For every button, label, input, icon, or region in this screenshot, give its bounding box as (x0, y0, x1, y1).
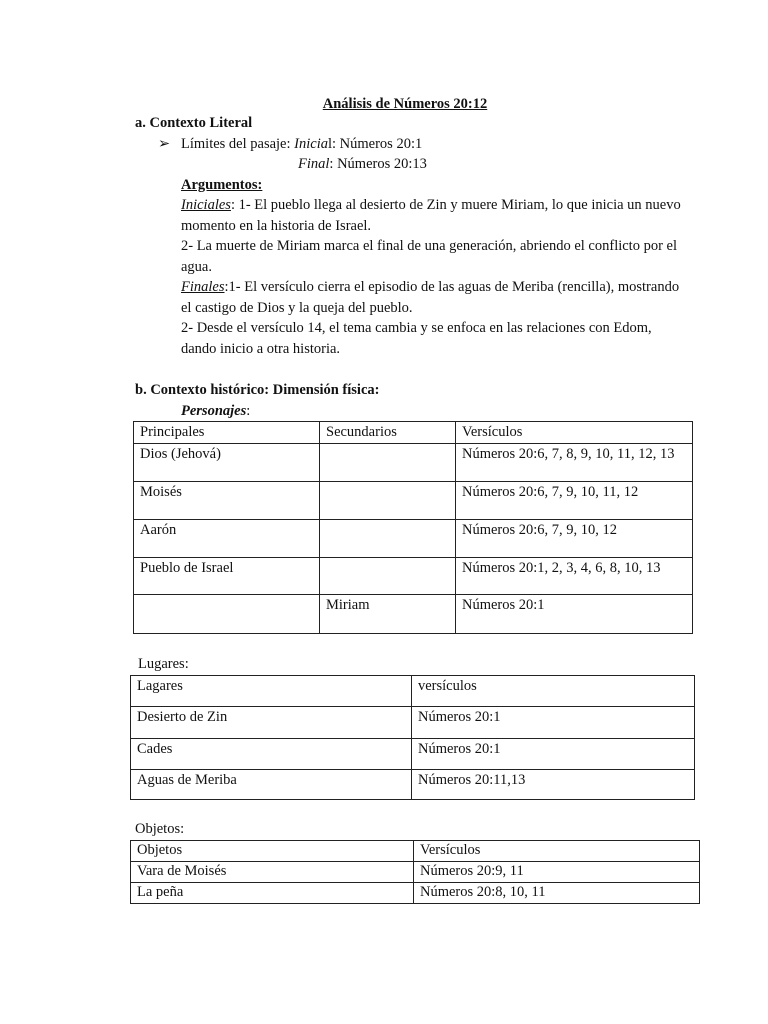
iniciales-paragraph-2: 2- La muerte de Miriam marca el final de una generación, abriendo el conflicto por el agua. (181, 238, 678, 275)
objetos-label: Objetos: (135, 821, 185, 837)
table-cell (320, 444, 456, 482)
iniciales-text-1: : 1- El pueblo llega al desierto de Zin y muere Miriam, lo que inicia un nuevo momento en la historia de Israel. (181, 197, 681, 234)
table-cell: Desierto de Zin (131, 707, 412, 739)
table-cell: Números 20:1 (456, 595, 693, 634)
inicial-label: Inicia (294, 136, 328, 152)
objetos-table (130, 840, 700, 904)
limits-label: Límites del pasaje: (181, 136, 295, 152)
final-label: Final (298, 156, 330, 172)
table-cell (134, 595, 320, 634)
finales-label: Finales (181, 279, 225, 295)
personajes-label: Personajes (181, 403, 247, 419)
table-header-cell: Principales (134, 422, 320, 444)
table-cell: Números 20:6, 7, 9, 10, 11, 12 (456, 482, 693, 520)
table-cell: Moisés (134, 482, 320, 520)
lugares-label: Lugares: (138, 656, 189, 672)
table-row (131, 862, 700, 883)
table-row (134, 520, 693, 558)
limits-line (181, 134, 422, 154)
table-row (134, 558, 693, 595)
table-row (134, 482, 693, 520)
table-header-cell: Versículos (456, 422, 693, 444)
table-cell: Aarón (134, 520, 320, 558)
table-header-cell: Versículos (414, 841, 700, 862)
table-cell (320, 482, 456, 520)
inicial-value: : Números 20:1 (332, 136, 423, 152)
lugares-table (130, 675, 695, 800)
table-cell: Aguas de Meriba (131, 770, 412, 800)
argumentos-heading: Argumentos: (181, 177, 263, 193)
table-row (134, 595, 693, 634)
table-cell: Dios (Jehová) (134, 444, 320, 482)
section-a-heading: a. Contexto Literal (135, 115, 253, 131)
table-header-cell: Objetos (131, 841, 414, 862)
table-header-cell: Secundarios (320, 422, 456, 444)
table-row (131, 883, 700, 904)
table-cell (320, 520, 456, 558)
bullet-arrow-icon: ➢ (158, 136, 171, 152)
final-line (298, 154, 427, 174)
table-cell (320, 558, 456, 595)
personajes-colon: : (246, 403, 251, 419)
table-cell: Números 20:11,13 (412, 770, 695, 800)
table-cell: Números 20:1 (412, 707, 695, 739)
table-header-cell: versículos (412, 676, 695, 707)
finales-paragraph-2: 2- Desde el versículo 14, el tema cambia y se enfoca en las relaciones con Edom, dando inicio a otra historia. (181, 320, 652, 357)
table-cell: Pueblo de Israel (134, 558, 320, 595)
document-title: Análisis de Números 20:12 (322, 96, 488, 112)
table-header-cell: Lagares (131, 676, 412, 707)
table-header-row (134, 422, 693, 444)
final-value: : Números 20:13 (329, 156, 427, 172)
table-cell: Números 20:9, 11 (414, 862, 700, 883)
personajes-table (133, 421, 693, 634)
finales-paragraph-1 (181, 277, 681, 318)
table-row (131, 707, 695, 739)
finales-text-1: :1- El versículo cierra el episodio de las aguas de Meriba (rencilla), mostrando el castigo de Dios y la queja del pueblo. (181, 279, 680, 316)
personajes-line (181, 401, 250, 421)
table-cell: Miriam (320, 595, 456, 634)
iniciales-paragraph-1 (181, 195, 681, 236)
table-cell: Números 20:6, 7, 8, 9, 10, 11, 12, 13 (456, 444, 693, 482)
table-cell: Números 20:1, 2, 3, 4, 6, 8, 10, 13 (456, 558, 693, 595)
inicial-l: l (327, 136, 333, 152)
table-row (131, 739, 695, 770)
iniciales-label: Iniciales (181, 197, 231, 213)
table-cell: Cades (131, 739, 412, 770)
table-cell: Números 20:1 (412, 739, 695, 770)
table-row (134, 444, 693, 482)
table-cell: La peña (131, 883, 414, 904)
section-b-heading: b. Contexto histórico: Dimensión física: (135, 382, 380, 398)
table-cell: Vara de Moisés (131, 862, 414, 883)
table-cell: Números 20:6, 7, 9, 10, 12 (456, 520, 693, 558)
table-header-row (131, 676, 695, 707)
table-row (131, 770, 695, 800)
table-header-row (131, 841, 700, 862)
table-cell: Números 20:8, 10, 11 (414, 883, 700, 904)
